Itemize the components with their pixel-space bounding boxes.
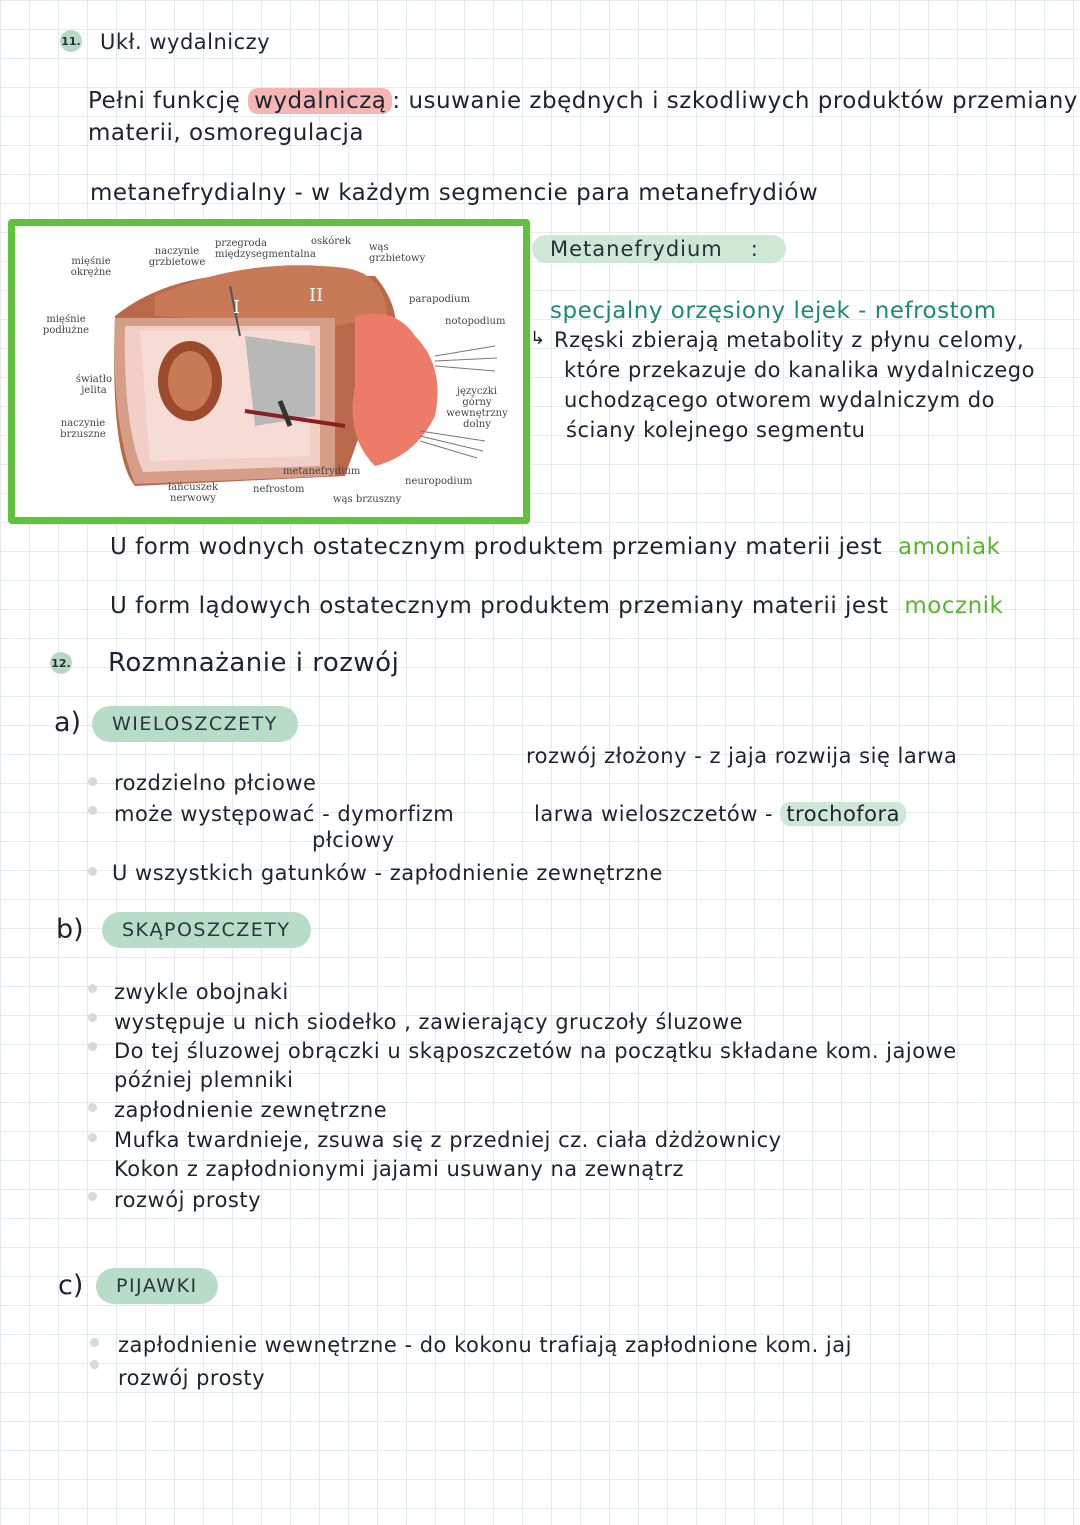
trochofora-highlight: trochofora [780,802,906,826]
land-product: mocznik [904,593,1004,619]
section-b-letter: b) [56,914,84,945]
label-metanefrydium: metanefrydium [283,466,361,477]
section-12-badge: 12. [50,652,72,674]
label-miesnie-podluzne: mięśnie podłużne [42,314,90,336]
section-a-right-1: rozwój złożony - z jaja rozwija się larwa [526,744,958,768]
bullet-a3 [88,867,97,876]
bullet-c2 [90,1360,99,1369]
metanefrydium-heading-text: Metanefrydium [550,237,723,261]
label-was-grzbietowy: wąs grzbietowy [369,242,426,264]
metanefrydium-line-4: uchodzącego otworem wydalniczym do [564,388,995,412]
section-a-bullet-3: U wszystkich gatunków - zapłodnienie zewnętrzne [112,861,663,885]
metanefrydium-line-3: które przekazuje do kanalika wydalniczego [564,358,1035,382]
metanefrydium-arrow: ↳ [530,328,546,349]
label-was-brzuszny: wąs brzuszny [333,494,402,505]
bullet-a1 [88,777,97,786]
bullet-b6 [88,1192,97,1201]
function-line-1 [88,88,1078,114]
section-b-pill: SKĄPOSZCZETY [102,912,311,948]
section-a-bullet-2: może występować - dymorfizm [114,802,455,826]
label-oskorek: oskórek [311,236,351,247]
label-swiatlo-jelita: światło jelita [75,374,113,396]
section-c-item-2: rozwój prosty [118,1366,266,1390]
section-b-item-3b: później plemniki [114,1068,294,1092]
section-a-bullet-1: rozdzielno płciowe [114,771,317,795]
bullet-a2 [88,806,97,815]
section-c-letter: c) [58,1270,84,1301]
label-jezyczki: języczki górny wewnętrzny dolny [446,386,508,430]
label-naczynie-grzbietowe: naczynie grzbietowe [148,246,206,268]
section-b-item-1: zwykle obojnaki [114,980,289,1004]
label-naczynie-brzuszne: naczynie brzuszne [60,418,106,440]
bullet-b2 [88,1013,97,1022]
label-nefrostom: nefrostom [253,484,305,495]
water-forms-text: U form wodnych ostatecznym produktem przemiany materii jest [110,534,883,560]
bullet-b5 [88,1133,97,1142]
section-b-item-3: Do tej śluzowej obrączki u skąposzczetów na początku składane kom. jajowe [114,1039,957,1063]
bullet-b4 [88,1103,97,1112]
section-a-pill: WIELOSZCZETY [92,706,298,742]
water-product: amoniak [897,534,1001,560]
function-suffix: : usuwanie zbędnych i szkodliwych produktów przemiany [392,88,1078,114]
section-c-pill: PIJAWKI [96,1268,218,1304]
label-seg-2: II [309,285,324,306]
function-prefix: Pełni funkcję [88,88,241,114]
section-a-letter: a) [54,707,82,738]
section-a-right-2 [534,802,906,826]
section-b-item-5: Mufka twardnieje, zsuwa się z przedniej cz. ciała dżdżownicy [114,1128,782,1152]
label-seg-1: I [233,297,241,318]
metanefrydium-line-1: specjalny orzęsiony lejek - nefrostom [550,298,997,324]
section-11-badge: 11. [60,30,82,52]
bullet-b3 [88,1042,97,1051]
metanephridial-line: metanefrydialny - w każdym segmencie para metanefrydiów [90,180,819,206]
label-przegroda: przegroda międzysegmentalna [215,238,316,260]
section-11-title: Ukł. wydalniczy [100,30,271,54]
section-a-right-2-text: larwa wieloszczetów - [534,802,774,826]
section-b-item-2: występuje u nich siodełko , zawierający gruczoły śluzowe [114,1010,744,1034]
section-12-title: Rozmnażanie i rozwój [108,648,400,678]
label-miesnie-okrezne: mięśnie okrężne [70,256,112,278]
water-forms-line [110,534,1000,560]
section-b-item-4: zapłodnienie zewnętrzne [114,1098,388,1122]
metanefrydium-line-5: ściany kolejnego segmentu [566,418,866,442]
function-highlight: wydalniczą [248,88,392,114]
section-c-item-1: zapłodnienie wewnętrzne - do kokonu trafiają zapłodnione kom. jaj [118,1333,852,1357]
metanefrydium-line-2: Rzęski zbierają metabolity z płynu celomy, [554,328,1025,352]
land-forms-text: U form lądowych ostatecznym produktem przemiany materii jest [110,593,889,619]
section-b-item-6: rozwój prosty [114,1188,262,1212]
label-neuropodium: neuropodium [405,476,473,487]
polychaete-segment-diagram [8,219,530,524]
metanefrydium-heading-colon: : [750,237,759,261]
metanefrydium-heading [532,235,786,263]
section-a-bullet-2b: płciowy [312,828,395,852]
label-notopodium: notopodium [445,316,506,327]
function-line-2: materii, osmoregulacja [88,120,364,146]
section-b-item-5b: Kokon z zapłodnionymi jajami usuwany na zewnątrz [114,1157,685,1181]
land-forms-line [110,593,1003,619]
bullet-c1 [90,1338,99,1347]
label-lancuszek: łańcuszek nerwowy [167,482,219,504]
label-parapodium: parapodium [409,294,471,305]
bullet-b1 [88,984,97,993]
